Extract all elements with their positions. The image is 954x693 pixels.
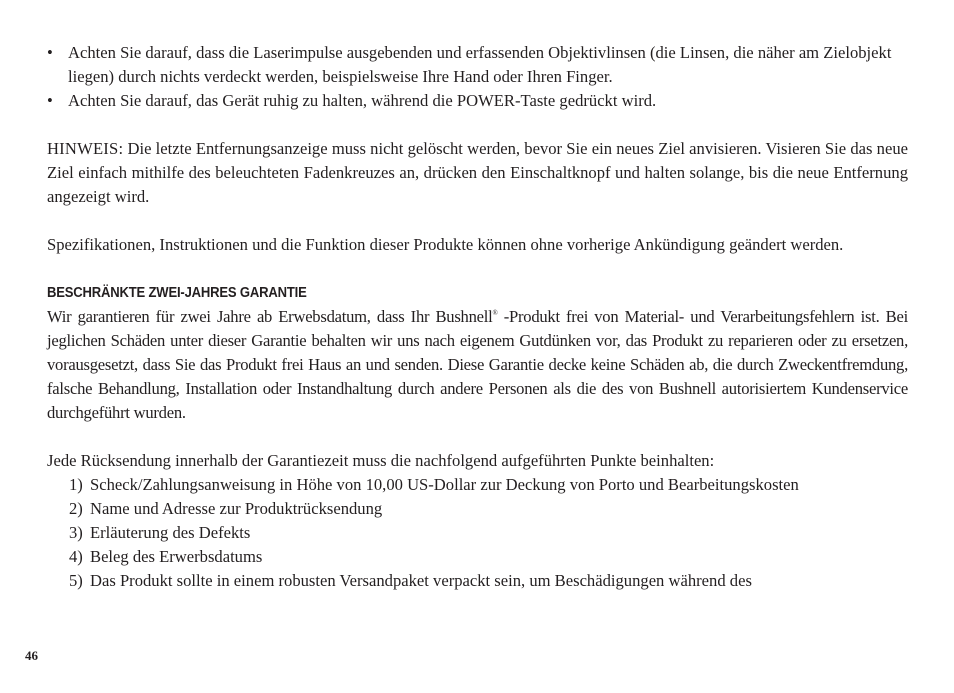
warranty-heading: BESCHRÄNKTE ZWEI-JAHRES GARANTIE <box>47 285 307 301</box>
list-item-number: 5) <box>69 571 83 590</box>
spacer <box>47 425 908 449</box>
list-item-number: 3) <box>69 523 83 542</box>
list-item-text: Erläuterung des Defekts <box>90 523 251 542</box>
list-item-number: 4) <box>69 547 83 566</box>
warranty-paragraph <box>47 305 908 425</box>
note-label: HINWEIS: <box>47 139 124 158</box>
returns-list <box>47 473 908 593</box>
list-item <box>69 521 908 545</box>
bullet-dot: • <box>47 91 53 110</box>
list-item-text: Das Produkt sollte in einem robusten Versandpaket verpackt sein, um Beschädigungen während des <box>90 571 752 590</box>
bullet-item <box>47 89 908 113</box>
spacer <box>47 257 908 281</box>
spacer <box>47 113 908 137</box>
list-item-number: 1) <box>69 475 83 494</box>
list-item <box>69 497 908 521</box>
list-item <box>69 473 908 497</box>
list-item-number: 2) <box>69 499 83 518</box>
list-item <box>69 569 908 593</box>
registered-mark: ® <box>492 309 498 317</box>
returns-intro: Jede Rücksendung innerhalb der Garantiezeit muss die nachfolgend aufgeführten Punkte beinhalten: <box>47 451 715 470</box>
warranty-text-rest: -Produkt frei von Material- und Verarbeitungsfehlern ist. Bei jeglichen Schäden unter dieser Garantie behalten wir uns nach eigenem Gutdünken vor, das Produkt zu reparieren oder zu ersetzen, vorausgesetzt, dass Sie das Produkt frei Haus an und senden. Diese Garantie decke keine Schäden ab, die durch Zweckentfremdung, falsche Behandlung, Installation oder Instandhaltung durch andere Personen als die des von Bushnell autorisiertem Kundenservice durchgeführt wurden. <box>47 307 908 422</box>
bullet-list <box>47 41 908 113</box>
bullet-text: Achten Sie darauf, dass die Laserimpulse ausgebenden und erfassenden Objektivlinsen (die Linsen, die näher am Zielobjekt liegen) durch nichts verdeckt werden, beispielsweise Ihre Hand oder Ihren Finger. <box>68 43 892 86</box>
warranty-text-start: Wir garantieren für zwei Jahre ab Erwebsdatum, dass Ihr Bushnell <box>47 307 493 326</box>
bullet-item <box>47 41 908 89</box>
list-item-text: Scheck/Zahlungsanweisung in Höhe von 10,00 US-Dollar zur Deckung von Porto und Bearbeitungskosten <box>90 475 799 494</box>
manual-page <box>47 41 908 593</box>
bullet-text: Achten Sie darauf, das Gerät ruhig zu halten, während die POWER-Taste gedrückt wird. <box>68 91 657 110</box>
page-number: 46 <box>25 648 38 663</box>
note-text: Die letzte Entfernungsanzeige muss nicht gelöscht werden, bevor Sie ein neues Ziel anvisieren. Visieren Sie das neue Ziel einfach mithilfe des beleuchteten Fadenkreuzes an, drücken den Einschaltknopf und halten solange, bis die neue Entfernung angezeigt wird. <box>47 139 908 206</box>
list-item-text: Name und Adresse zur Produktrücksendung <box>90 499 383 518</box>
bullet-dot: • <box>47 43 53 62</box>
list-item <box>69 545 908 569</box>
list-item-text: Beleg des Erwerbsdatums <box>90 547 263 566</box>
spacer <box>47 209 908 233</box>
disclaimer-paragraph: Spezifikationen, Instruktionen und die Funktion dieser Produkte können ohne vorherige Ankündigung geändert werden. <box>47 235 844 254</box>
note-paragraph <box>47 137 908 209</box>
